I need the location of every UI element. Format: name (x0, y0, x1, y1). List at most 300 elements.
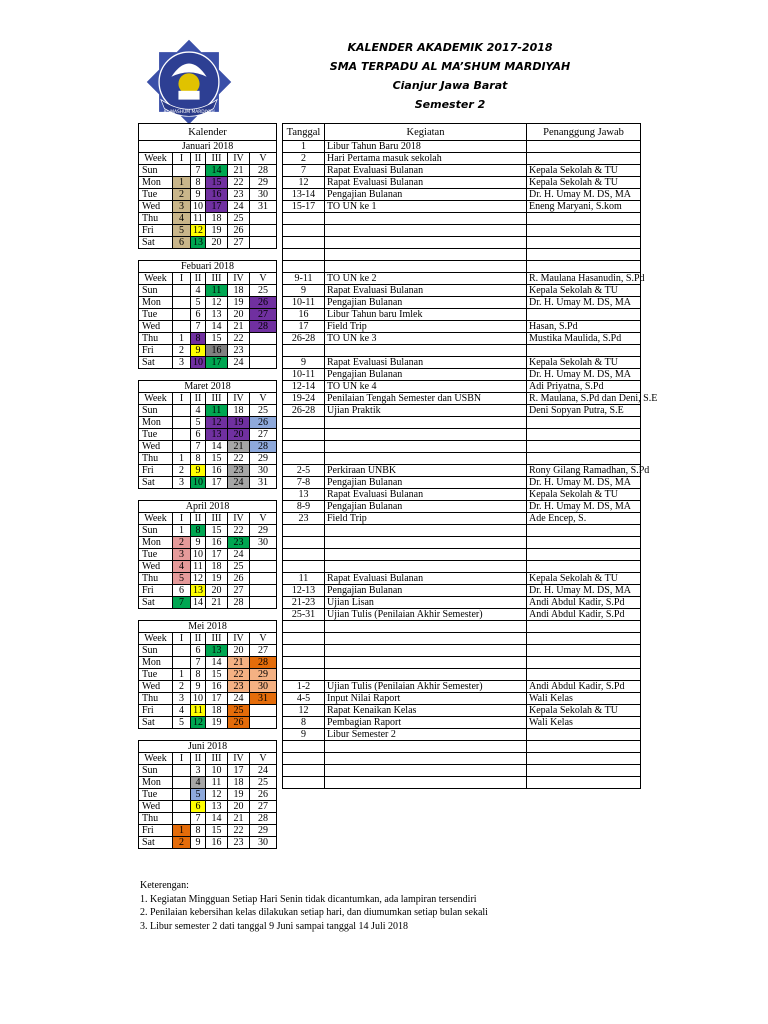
activity-name (325, 225, 527, 237)
date-cell: 28 (228, 597, 250, 609)
date-cell (173, 405, 191, 417)
date-cell (173, 801, 191, 813)
date-cell: 3 (173, 693, 191, 705)
date-cell: 25 (250, 405, 277, 417)
week-number: IV (228, 153, 250, 165)
month-title: Juni 2018 (139, 741, 277, 753)
date-cell: 25 (228, 213, 250, 225)
activity-date: 25-31 (283, 609, 325, 621)
activity-pic: Adi Priyatna, S.Pd (527, 381, 641, 393)
activity-row (283, 177, 641, 189)
activity-pic (527, 741, 641, 753)
date-cell: 11 (206, 285, 228, 297)
day-label: Fri (139, 705, 173, 717)
calendar-row (139, 405, 277, 417)
activity-date: 12 (283, 705, 325, 717)
date-cell: 27 (250, 309, 277, 321)
activity-name: Pembagian Raport (325, 717, 527, 729)
month-title: Mei 2018 (139, 621, 277, 633)
week-label: Week (139, 393, 173, 405)
note-item: 2. Penilaian kebersihan kelas dilakukan setiap hari, dan diumumkan setiap bulan sekali (140, 907, 488, 918)
date-cell: 7 (173, 597, 191, 609)
activity-pic (527, 525, 641, 537)
activity-pic: Dr. H. Umay M. DS, MA (527, 585, 641, 597)
date-cell: 4 (191, 405, 206, 417)
week-number: IV (228, 273, 250, 285)
date-cell: 4 (173, 213, 191, 225)
activity-name: TO UN ke 3 (325, 333, 527, 345)
week-number: II (191, 753, 206, 765)
date-cell: 1 (173, 333, 191, 345)
activity-row (283, 549, 641, 561)
date-cell: 15 (206, 177, 228, 189)
activity-row (283, 405, 641, 417)
date-cell: 24 (228, 477, 250, 489)
activity-date (283, 525, 325, 537)
week-number: I (173, 153, 191, 165)
day-label: Thu (139, 693, 173, 705)
activity-row (283, 753, 641, 765)
activity-row (283, 189, 641, 201)
week-number: I (173, 633, 191, 645)
day-label: Sun (139, 405, 173, 417)
date-cell: 10 (191, 549, 206, 561)
activity-row (283, 669, 641, 681)
activity-name: Rapat Kenaikan Kelas (325, 705, 527, 717)
date-cell (173, 285, 191, 297)
activity-row (283, 141, 641, 153)
date-cell: 18 (228, 285, 250, 297)
activity-pic: Kepala Sekolah & TU (527, 705, 641, 717)
date-cell: 21 (206, 597, 228, 609)
date-cell: 15 (206, 453, 228, 465)
activity-name: TO UN ke 2 (325, 273, 527, 285)
calendar-header: Kalender (139, 124, 277, 141)
activity-date: 19-24 (283, 393, 325, 405)
week-number: V (250, 753, 277, 765)
calendar-row (139, 525, 277, 537)
activity-name (325, 765, 527, 777)
activity-date (283, 633, 325, 645)
activity-pic: Kepala Sekolah & TU (527, 573, 641, 585)
activity-pic (527, 645, 641, 657)
date-cell: 12 (191, 573, 206, 585)
date-cell: 27 (228, 237, 250, 249)
date-cell: 21 (228, 441, 250, 453)
activity-date (283, 765, 325, 777)
activity-name (325, 741, 527, 753)
activity-pic: Wali Kelas (527, 717, 641, 729)
date-cell (250, 717, 277, 729)
date-cell: 25 (228, 561, 250, 573)
activity-pic (527, 633, 641, 645)
date-cell: 5 (173, 717, 191, 729)
activity-row (283, 777, 641, 789)
date-cell: 30 (250, 681, 277, 693)
activity-date: 10-11 (283, 369, 325, 381)
month-title: Maret 2018 (139, 381, 277, 393)
date-cell: 21 (228, 657, 250, 669)
activity-row (283, 165, 641, 177)
date-cell (173, 321, 191, 333)
activity-date: 2 (283, 153, 325, 165)
activity-date (283, 741, 325, 753)
activity-pic (527, 429, 641, 441)
calendar-row (139, 417, 277, 429)
activity-date (283, 777, 325, 789)
activity-date: 1-2 (283, 681, 325, 693)
activity-row (283, 513, 641, 525)
week-number: II (191, 273, 206, 285)
date-cell (173, 417, 191, 429)
date-cell: 13 (191, 237, 206, 249)
day-label: Mon (139, 417, 173, 429)
activity-pic: Kepala Sekolah & TU (527, 357, 641, 369)
date-cell: 20 (206, 237, 228, 249)
activity-date (283, 645, 325, 657)
date-cell: 6 (173, 585, 191, 597)
activity-name: Ujian Praktik (325, 405, 527, 417)
date-cell: 2 (173, 837, 191, 849)
date-cell: 8 (191, 453, 206, 465)
date-cell (250, 345, 277, 357)
activity-row (283, 657, 641, 669)
week-number: II (191, 393, 206, 405)
date-cell: 6 (191, 645, 206, 657)
date-cell: 19 (206, 573, 228, 585)
activity-pic (527, 621, 641, 633)
date-cell: 28 (250, 813, 277, 825)
activity-pic (527, 549, 641, 561)
date-cell: 19 (228, 417, 250, 429)
calendar-row (139, 201, 277, 213)
date-cell (173, 765, 191, 777)
date-cell: 8 (191, 333, 206, 345)
activity-name (325, 237, 527, 249)
calendar-row (139, 573, 277, 585)
activity-pic: Wali Kelas (527, 693, 641, 705)
date-cell (250, 213, 277, 225)
activity-name: Pengajian Bulanan (325, 297, 527, 309)
activity-pic: Ade Encep, S. (527, 513, 641, 525)
date-cell: 1 (173, 177, 191, 189)
date-cell: 6 (191, 309, 206, 321)
activity-date: 9 (283, 285, 325, 297)
activity-row (283, 453, 641, 465)
date-cell: 17 (206, 477, 228, 489)
activity-row (283, 525, 641, 537)
day-label: Sun (139, 765, 173, 777)
title-line-2: SMA TERPADU AL MA’SHUM MARDIYAH (329, 60, 571, 73)
date-cell: 27 (250, 801, 277, 813)
activity-name: Pengajian Bulanan (325, 477, 527, 489)
activity-row (283, 489, 641, 501)
activity-name: TO UN ke 1 (325, 201, 527, 213)
activity-row (283, 693, 641, 705)
date-cell (250, 225, 277, 237)
date-cell (250, 237, 277, 249)
title-line-3: Cianjur Jawa Barat (392, 79, 508, 92)
date-cell: 19 (228, 297, 250, 309)
calendar-row (139, 465, 277, 477)
date-cell: 24 (250, 765, 277, 777)
date-cell: 20 (228, 429, 250, 441)
date-cell: 18 (228, 777, 250, 789)
date-cell: 2 (173, 465, 191, 477)
date-cell: 29 (250, 669, 277, 681)
activity-date: 1 (283, 141, 325, 153)
calendar-row (139, 765, 277, 777)
calendar-row (139, 717, 277, 729)
date-cell: 7 (191, 441, 206, 453)
note-item: 1. Kegiatan Mingguan Setiap Hari Senin tidak dicantumkan, ada lampiran tersendiri (140, 893, 477, 905)
date-cell: 4 (191, 285, 206, 297)
activity-date (283, 417, 325, 429)
calendar-row (139, 453, 277, 465)
date-cell: 19 (206, 717, 228, 729)
activity-row (283, 381, 641, 393)
week-number: I (173, 273, 191, 285)
day-label: Sun (139, 645, 173, 657)
activity-pic (527, 213, 641, 225)
activity-date: 8-9 (283, 501, 325, 513)
activity-date (283, 429, 325, 441)
date-cell: 15 (206, 669, 228, 681)
date-cell: 6 (173, 237, 191, 249)
activity-pic (527, 441, 641, 453)
date-cell: 9 (191, 537, 206, 549)
logo-ribbon-text: AL MASHUM MARDIYAH (163, 109, 215, 115)
activity-date (283, 237, 325, 249)
activity-date: 13-14 (283, 189, 325, 201)
week-number: V (250, 513, 277, 525)
activity-name (325, 669, 527, 681)
date-cell: 29 (250, 453, 277, 465)
activity-pic (527, 753, 641, 765)
day-label: Wed (139, 321, 173, 333)
date-cell: 22 (228, 669, 250, 681)
calendar-row (139, 285, 277, 297)
calendar-row (139, 813, 277, 825)
calendar-row (139, 441, 277, 453)
date-cell (250, 705, 277, 717)
date-cell: 17 (206, 693, 228, 705)
date-cell: 16 (206, 537, 228, 549)
date-cell: 25 (250, 777, 277, 789)
activity-pic: Deni Sopyan Putra, S.E (527, 405, 641, 417)
activity-date: 26-28 (283, 333, 325, 345)
activity-name (325, 633, 527, 645)
date-cell: 7 (191, 321, 206, 333)
activity-name: Hari Pertama masuk sekolah (325, 153, 527, 165)
date-cell: 17 (206, 357, 228, 369)
date-cell: 14 (206, 657, 228, 669)
date-cell: 27 (250, 645, 277, 657)
activity-date (283, 441, 325, 453)
activity-name: TO UN ke 4 (325, 381, 527, 393)
date-cell: 19 (228, 789, 250, 801)
calendar-row (139, 357, 277, 369)
date-cell: 1 (173, 453, 191, 465)
activity-pic: Dr. H. Umay M. DS, MA (527, 297, 641, 309)
date-cell: 30 (250, 189, 277, 201)
calendar-row (139, 669, 277, 681)
activity-row (283, 645, 641, 657)
day-label: Wed (139, 561, 173, 573)
date-cell (250, 333, 277, 345)
date-cell: 22 (228, 525, 250, 537)
day-label: Mon (139, 297, 173, 309)
day-label: Wed (139, 201, 173, 213)
date-cell: 31 (250, 693, 277, 705)
activity-name: Field Trip (325, 321, 527, 333)
date-cell: 8 (191, 525, 206, 537)
week-number: III (206, 753, 228, 765)
date-cell: 8 (191, 825, 206, 837)
date-cell: 29 (250, 177, 277, 189)
date-cell: 30 (250, 465, 277, 477)
activity-date: 12-14 (283, 381, 325, 393)
activity-pic (527, 669, 641, 681)
calendar-row (139, 429, 277, 441)
date-cell: 24 (228, 549, 250, 561)
day-label: Thu (139, 333, 173, 345)
date-cell: 8 (191, 669, 206, 681)
date-cell: 11 (191, 213, 206, 225)
kegiatan-header: Kegiatan (325, 124, 527, 141)
activity-name (325, 537, 527, 549)
date-cell: 31 (250, 201, 277, 213)
activity-name (325, 261, 527, 273)
date-cell: 20 (228, 801, 250, 813)
month-title: April 2018 (139, 501, 277, 513)
activity-pic: Rony Gilang Ramadhan, S.Pd (527, 465, 641, 477)
date-cell: 18 (206, 561, 228, 573)
activity-pic (527, 561, 641, 573)
date-cell: 7 (191, 165, 206, 177)
calendar-row (139, 597, 277, 609)
date-cell: 26 (250, 417, 277, 429)
activity-date (283, 561, 325, 573)
day-label: Tue (139, 789, 173, 801)
date-cell: 14 (206, 165, 228, 177)
activity-row (283, 633, 641, 645)
day-label: Sat (139, 357, 173, 369)
activity-pic (527, 453, 641, 465)
date-cell: 20 (228, 645, 250, 657)
activity-row (283, 309, 641, 321)
activity-date (283, 621, 325, 633)
title-line-1: KALENDER AKADEMIK 2017-2018 (347, 41, 553, 54)
date-cell (173, 657, 191, 669)
date-cell: 5 (191, 789, 206, 801)
date-cell: 3 (173, 549, 191, 561)
activity-pic (527, 249, 641, 261)
day-label: Sat (139, 597, 173, 609)
activity-name (325, 753, 527, 765)
date-cell: 8 (191, 177, 206, 189)
date-cell: 28 (250, 321, 277, 333)
activity-pic: Hasan, S.Pd (527, 321, 641, 333)
calendar-row (139, 585, 277, 597)
day-label: Wed (139, 681, 173, 693)
day-label: Mon (139, 777, 173, 789)
date-cell: 24 (228, 693, 250, 705)
date-cell: 1 (173, 669, 191, 681)
date-cell: 27 (228, 585, 250, 597)
date-cell: 2 (173, 189, 191, 201)
activity-date: 7-8 (283, 477, 325, 489)
date-cell: 29 (250, 525, 277, 537)
activity-name: Ujian Tulis (Penilaian Akhir Semester) (325, 609, 527, 621)
activity-date: 17 (283, 321, 325, 333)
activity-name: Libur Tahun Baru 2018 (325, 141, 527, 153)
date-cell: 9 (191, 465, 206, 477)
date-cell: 13 (206, 429, 228, 441)
activity-row (283, 201, 641, 213)
activity-row (283, 357, 641, 369)
activity-name: Rapat Evaluasi Bulanan (325, 357, 527, 369)
date-cell: 27 (250, 429, 277, 441)
date-cell: 18 (206, 213, 228, 225)
calendar-row (139, 825, 277, 837)
day-label: Thu (139, 573, 173, 585)
activity-row (283, 537, 641, 549)
date-cell: 10 (191, 693, 206, 705)
date-cell: 7 (191, 657, 206, 669)
date-cell: 12 (206, 417, 228, 429)
day-label: Thu (139, 813, 173, 825)
activity-row (283, 153, 641, 165)
day-label: Sat (139, 717, 173, 729)
week-label: Week (139, 633, 173, 645)
note-item: 3. Libur semester 2 dati tanggal 9 Juni sampai tanggal 14 Juli 2018 (140, 920, 409, 932)
week-number: II (191, 153, 206, 165)
calendar-row (139, 645, 277, 657)
date-cell: 20 (228, 309, 250, 321)
activity-name (325, 429, 527, 441)
activity-row (283, 741, 641, 753)
day-label: Mon (139, 537, 173, 549)
date-cell: 4 (173, 705, 191, 717)
date-cell: 22 (228, 333, 250, 345)
week-number: V (250, 273, 277, 285)
activity-name (325, 777, 527, 789)
day-label: Thu (139, 453, 173, 465)
date-cell: 17 (206, 549, 228, 561)
date-cell (173, 441, 191, 453)
school-logo (145, 38, 233, 126)
activity-date: 26-28 (283, 405, 325, 417)
calendar-row (139, 789, 277, 801)
date-cell: 18 (228, 405, 250, 417)
activity-name (325, 525, 527, 537)
date-cell: 17 (206, 201, 228, 213)
week-number: III (206, 633, 228, 645)
month-title: Febuari 2018 (139, 261, 277, 273)
activity-row (283, 501, 641, 513)
activity-pic: Dr. H. Umay M. DS, MA (527, 501, 641, 513)
date-cell: 10 (191, 201, 206, 213)
activity-date: 23 (283, 513, 325, 525)
date-cell: 22 (228, 825, 250, 837)
calendar-row (139, 237, 277, 249)
activity-date: 2-5 (283, 465, 325, 477)
activity-row (283, 297, 641, 309)
activity-pic (527, 537, 641, 549)
activity-name (325, 213, 527, 225)
date-cell: 20 (206, 585, 228, 597)
